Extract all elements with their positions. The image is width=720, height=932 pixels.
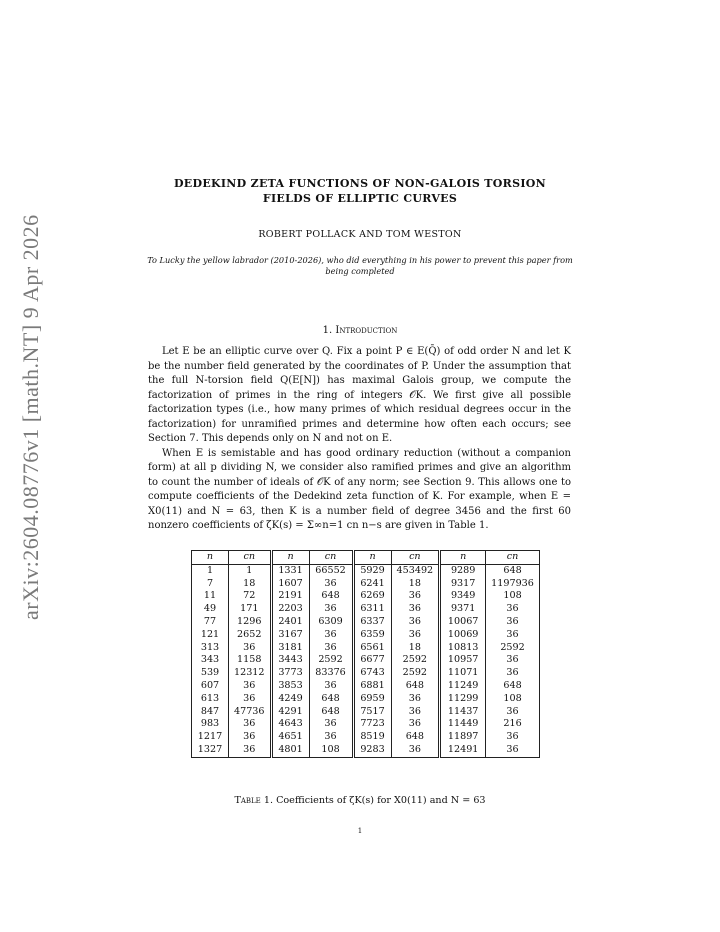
table-cell: 36	[309, 718, 353, 731]
table-cell: 648	[391, 680, 440, 693]
table-cell: 36	[486, 706, 540, 719]
table-cell: 36	[309, 578, 353, 591]
table-row	[192, 642, 540, 655]
table-row	[192, 578, 540, 591]
table-cell: 12312	[229, 667, 272, 680]
table-cell: 9283	[353, 744, 391, 757]
table-cell: 36	[391, 693, 440, 706]
table-cell: 453492	[391, 564, 440, 577]
table-cell: 847	[200, 705, 220, 717]
table-caption	[140, 795, 580, 806]
table-cell: 47736	[229, 706, 272, 719]
table-cell: 7517	[353, 706, 391, 719]
table-cell: 10813	[440, 642, 486, 655]
table-cell: 36	[391, 744, 440, 757]
table-row	[192, 603, 540, 616]
table-caption-label: Table 1.	[234, 795, 273, 806]
table-cell: 36	[391, 718, 440, 731]
section-number: 1.	[322, 325, 333, 336]
table-cell: 1296	[229, 616, 272, 629]
table-cell: 1	[229, 564, 272, 577]
table-cell: 607	[200, 679, 220, 691]
column-header: n	[353, 551, 391, 565]
table-cell: 2592	[391, 654, 440, 667]
table-cell: 6959	[353, 693, 391, 706]
table-row	[192, 564, 540, 577]
table-cell: 36	[229, 718, 272, 731]
table-cell: 3853	[271, 680, 309, 693]
table-cell: 648	[391, 731, 440, 744]
table-cell: 313	[200, 641, 220, 653]
table-cell: 648	[309, 590, 353, 603]
table-cell: 36	[486, 654, 540, 667]
table-row	[192, 654, 540, 667]
paragraph-1: Let E be an elliptic curve over Q. Fix a point P ∈ E(Q̄) of odd order N and let K be the number field generated by the coordinates of P. Under the assumption that the full N-torsion field Q(E[N]) has maximal Galois group, we compute the factorization of primes in the ring of integers 𝒪K. We first give all possible factorization types (i.e., how many primes of which residual degrees occur in the factorization) for unramified primes and determine how often each occurs; see Section 7. This depends only on N and not on E.	[148, 346, 571, 444]
table-cell: 983	[200, 718, 220, 730]
table-cell: 66552	[309, 564, 353, 577]
table-cell: 9289	[440, 564, 486, 577]
table-caption-text: Coefficients of ζK(s) for X0(11) and N = 63	[276, 795, 486, 806]
table-cell: 9349	[440, 590, 486, 603]
table-cell: 3167	[271, 629, 309, 642]
table-cell: 216	[486, 718, 540, 731]
table-cell: 11437	[440, 706, 486, 719]
zeta-coefficients-table	[191, 550, 540, 758]
table-row	[192, 731, 540, 744]
table-cell: 18	[391, 578, 440, 591]
paper-title	[140, 177, 580, 206]
table-cell: 1331	[271, 564, 309, 577]
table-body	[192, 564, 540, 757]
table-cell: 49	[203, 603, 217, 615]
table-cell: 3443	[271, 654, 309, 667]
paper-title-line-1: DEDEKIND ZETA FUNCTIONS OF NON-GALOIS TORSION	[173, 177, 547, 190]
table-cell: 36	[391, 616, 440, 629]
paper-title-line-2: FIELDS OF ELLIPTIC CURVES	[262, 191, 458, 205]
table-cell: 3773	[271, 667, 309, 680]
table-cell: 36	[229, 731, 272, 744]
table-cell: 36	[486, 744, 540, 757]
table-cell: 2191	[271, 590, 309, 603]
table-cell: 77	[203, 615, 217, 627]
dedication: To Lucky the yellow labrador (2010-2026), who did everything in his power to prevent this paper from being completed	[147, 255, 573, 276]
table-cell: 6677	[353, 654, 391, 667]
table-cell: 648	[486, 564, 540, 577]
table-cell: 72	[229, 590, 272, 603]
table-cell: 1197936	[486, 578, 540, 591]
column-header: cn	[486, 551, 540, 565]
table-cell: 108	[486, 590, 540, 603]
table-cell: 36	[229, 642, 272, 655]
table-cell: 2592	[309, 654, 353, 667]
table-cell: 6881	[353, 680, 391, 693]
table-cell: 648	[309, 706, 353, 719]
table-row	[192, 590, 540, 603]
table-header-row	[192, 551, 540, 565]
table-cell: 36	[229, 693, 272, 706]
table-cell: 1	[206, 564, 214, 576]
column-header: cn	[309, 551, 353, 565]
table-cell: 11071	[440, 667, 486, 680]
column-header: n	[440, 551, 486, 565]
table-cell: 6561	[353, 642, 391, 655]
table-row	[192, 680, 540, 693]
table-cell: 36	[391, 603, 440, 616]
table-cell: 4643	[271, 718, 309, 731]
table-cell: 4291	[271, 706, 309, 719]
table-cell: 36	[309, 629, 353, 642]
table-cell: 6311	[353, 603, 391, 616]
table-cell: 2203	[271, 603, 309, 616]
table-row	[192, 616, 540, 629]
section-title: Introduction	[335, 325, 398, 336]
table-row	[192, 706, 540, 719]
table-cell: 6359	[353, 629, 391, 642]
table-cell: 108	[309, 744, 353, 757]
table-row	[192, 629, 540, 642]
table-cell: 7723	[353, 718, 391, 731]
section-heading	[140, 325, 580, 336]
table-cell: 2592	[391, 667, 440, 680]
table-cell: 4249	[271, 693, 309, 706]
table-cell: 6269	[353, 590, 391, 603]
table-cell: 539	[200, 667, 220, 679]
column-header: cn	[229, 551, 272, 565]
table-cell: 648	[309, 693, 353, 706]
table-cell: 36	[486, 603, 540, 616]
table-cell: 108	[486, 693, 540, 706]
table-cell: 7	[206, 577, 214, 589]
column-header: n	[271, 551, 309, 565]
table-cell: 5929	[353, 564, 391, 577]
column-header: n	[192, 551, 229, 565]
table-cell: 11249	[440, 680, 486, 693]
table-cell: 36	[229, 680, 272, 693]
table-cell: 613	[200, 692, 220, 704]
table-cell: 36	[486, 616, 540, 629]
table-cell: 11449	[440, 718, 486, 731]
table-cell: 121	[200, 628, 220, 640]
table-cell: 6743	[353, 667, 391, 680]
table-cell: 11299	[440, 693, 486, 706]
table-cell: 1607	[271, 578, 309, 591]
table-row	[192, 693, 540, 706]
table-cell: 1217	[197, 731, 223, 743]
table-row	[192, 718, 540, 731]
paper-authors: ROBERT POLLACK AND TOM WESTON	[258, 229, 462, 240]
table-cell: 171	[229, 603, 272, 616]
table-cell: 36	[486, 731, 540, 744]
table-cell: 11	[203, 590, 217, 602]
table-row	[192, 744, 540, 757]
table-cell: 8519	[353, 731, 391, 744]
table-cell: 36	[309, 603, 353, 616]
table-cell: 10069	[440, 629, 486, 642]
table-cell: 9371	[440, 603, 486, 616]
table-cell: 6309	[309, 616, 353, 629]
table-cell: 36	[391, 706, 440, 719]
table-cell: 11897	[440, 731, 486, 744]
table-cell: 36	[486, 667, 540, 680]
table-cell: 36	[309, 680, 353, 693]
table-cell: 36	[391, 590, 440, 603]
paragraph-2: When E is semistable and has good ordinary reduction (without a companion form) at all p dividing N, we consider also ramified primes and give an algorithm to count the number of ideals of 𝒪K of any norm; see Section 9. This allows one to compute coefficients of the Dedekind zeta function of K. For example, when E = X0(11) and N = 63, then K is a number field of degree 3456 and the first 60 nonzero coefficients of ζK(s) = Σ∞n=1 cn n−s are given in Table 1.	[148, 447, 571, 531]
table-cell: 36	[229, 744, 272, 757]
table-cell: 3181	[271, 642, 309, 655]
table-cell: 1158	[229, 654, 272, 667]
table-cell: 10067	[440, 616, 486, 629]
table-cell: 6337	[353, 616, 391, 629]
arxiv-identifier-stamp: arXiv:2604.08776v1 [math.NT] 9 Apr 2026	[18, 214, 43, 620]
column-header: cn	[391, 551, 440, 565]
table-cell: 4801	[271, 744, 309, 757]
table-cell: 10957	[440, 654, 486, 667]
table-cell: 2652	[229, 629, 272, 642]
introduction-body	[148, 345, 571, 534]
table-cell: 12491	[440, 744, 486, 757]
table-cell: 9317	[440, 578, 486, 591]
table-cell: 36	[486, 629, 540, 642]
table-cell: 4651	[271, 731, 309, 744]
table-cell: 2592	[486, 642, 540, 655]
page-number: 1	[357, 827, 363, 835]
table-cell: 83376	[309, 667, 353, 680]
table-cell: 36	[391, 629, 440, 642]
table-cell: 1327	[197, 743, 223, 755]
table-cell: 2401	[271, 616, 309, 629]
table-cell: 343	[200, 654, 220, 666]
table-cell: 36	[309, 642, 353, 655]
table-cell: 648	[486, 680, 540, 693]
table-row	[192, 667, 540, 680]
table-cell: 6241	[353, 578, 391, 591]
table-cell: 36	[309, 731, 353, 744]
table-cell: 18	[229, 578, 272, 591]
table-cell: 18	[391, 642, 440, 655]
